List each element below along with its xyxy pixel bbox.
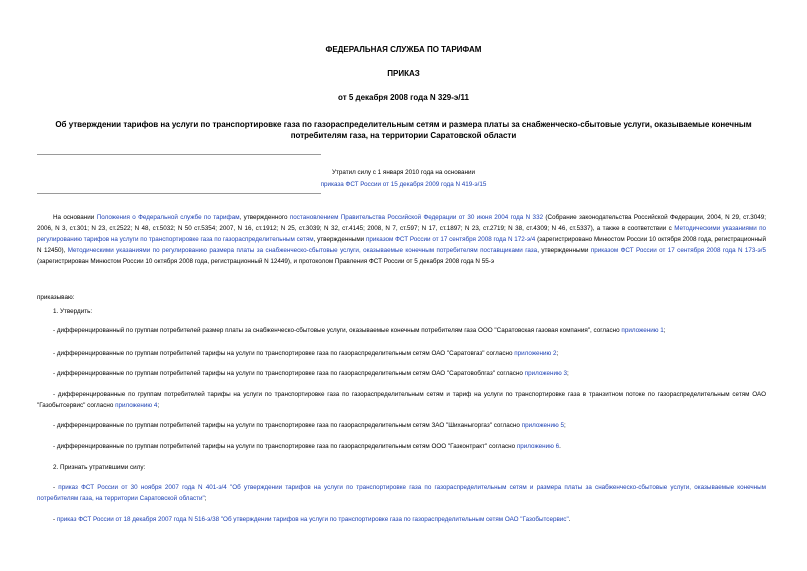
order-word: приказываю: [37,294,75,301]
item-dash: - [53,516,57,523]
preamble-text: На основании [53,214,97,221]
list-item [37,420,766,431]
item-text: - дифференцированные по группам потребителей тарифы на услуги по транспортировке газа по газораспределительным сетям ООО "Газконтракт" согласно [53,443,517,450]
government-decree-link[interactable]: постановлением Правительства Российской Федерации от 30 июня 2004 года N 332 [289,214,544,221]
repealed-order-516-link[interactable]: приказ ФСТ России от 18 декабря 2007 года N 516-э/38 "Об утверждении тарифов на услуги по транспортировке газа по газораспределительным сетям ОАО "Газобытсервис" [56,516,569,523]
section1-heading: 1. Утвердить: [53,308,93,315]
appendix-3-link[interactable]: приложению 3 [524,370,567,377]
appendix-5-link[interactable]: приложению 5 [521,422,564,429]
methodical-guidelines-supply-link[interactable]: Методическими указаниями по регулированию размера платы за снабженческо-сбытовые услуги, оказываемые конечным потребителям поставщиками газа [67,247,538,254]
list-item [37,348,766,359]
repeal-order-link[interactable]: приказа ФСТ России от 15 декабря 2009 года N 419-э/15 [320,181,487,188]
appendix-1-link[interactable]: приложению 1 [621,327,664,334]
list-item [37,441,766,452]
item-text: - дифференцированные по группам потребителей тарифы на услуги по транспортировке газа по газораспределительным сетям ОАО "Саратовгаз" согласно [53,350,515,357]
item-text: - дифференцированные по группам потребителей тарифы на услуги по транспортировке газа по газораспределительным сетям ОАО "Саратовоблгаз" согласно [53,370,525,377]
item-tail: . [559,443,561,450]
order-173-link[interactable]: приказом ФСТ России от 17 сентября 2008 года N 173-э/5 [590,247,766,254]
divider-top [37,154,321,155]
preamble-text: , утвержденного [239,214,290,221]
item-text: - дифференцированные по группам потребителей тарифы на услуги по транспортировке газа по газораспределительным сетям ЗАО "Шиханыгоргаз" согласно [53,422,522,429]
list-item [37,389,766,411]
document-title: Об утверждении тарифов на услуги по транспортировке газа по газораспределительным сетям и размера платы за снабженческо-сбытовые услуги, оказываемые конечным потребителям газа, на территории Саратовской области [55,120,752,140]
fst-regulation-link[interactable]: Положения о Федеральной службе по тарифам [96,214,240,221]
item-tail: ; [556,350,559,357]
preamble-paragraph [37,212,766,267]
methodical-guidelines-transport-link[interactable]: Методическими указаниями по регулированию тарифов на услуги по транспортировке газа по газораспределительным сетям [37,225,766,243]
list-item [37,482,766,504]
status-note-link-line [0,179,807,190]
item-tail: . [568,516,571,523]
item-tail: ; [663,327,666,334]
status-note: Утратил силу с 1 января 2010 года на основании [331,169,476,176]
repealed-order-401-link[interactable]: приказ ФСТ России от 30 ноября 2007 года N 401-э/4 "Об утверждении тарифов на услуги по транспортировке газа по газораспределительным сетям и размера платы за снабженческо-сбытовые услуги, оказываемые конечным потребителям газа, на территории Саратовской области" [37,484,766,502]
preamble-text: , утвержденными [537,247,591,254]
item-tail: ; [204,495,207,502]
item-dash: - [53,484,59,491]
document-type: ПРИКАЗ [387,69,420,78]
item-tail: ; [563,422,566,429]
preamble-text: (зарегистрировано Минюстом России 10 октября 2008 года, регистрационный N 12450), [37,236,766,254]
section2-heading: 2. Признать утратившими силу: [53,464,146,471]
list-item [37,325,766,336]
item-text: - дифференцированные по группам потребителей тарифы на услуги по транспортировке газа по газораспределительным сетям и тариф на услуги по транспортировке газа в транзитном потоке по газораспределительным сетям ОАО "Газобытсервис" согласно [37,391,766,409]
item-tail: ; [566,370,569,377]
preamble-text: (Собрание законодательства Российской Федерации, 2004, N 29, ст.3049; 2006, N 3, ст.301; N 23, ст.2522; N 48, ст.5032; N 50 ст.5354; 2007, N 16, ст.1912; N 25, ст.3039; N 32, ст.4145; 2008, N 7, ст.597; N 17, ст.1897; N 23, ст.2719; N 38, ст.4309; N 46, ст.5337), а также в соответствии с [37,214,767,232]
preamble-text: , утвержденными [313,236,366,243]
appendix-4-link[interactable]: приложению 4 [115,402,158,409]
divider-bottom [37,193,321,194]
order-172-link[interactable]: приказом ФСТ России от 17 сентября 2008 года N 172-э/4 [365,236,536,243]
document-date-number: от 5 декабря 2008 года N 329-э/11 [338,93,469,102]
agency-name: ФЕДЕРАЛЬНАЯ СЛУЖБА ПО ТАРИФАМ [325,45,482,54]
list-item [37,514,766,525]
item-text: - дифференцированный по группам потребителей размер платы за снабженческо-сбытовые услуги, оказываемые конечным потребителям газа ООО "Саратовская газовая компания", согласно [53,327,622,334]
list-item [37,368,766,379]
preamble-text: (зарегистрирован Минюстом России 10 октября 2008 года, регистрационный N 12449), и протоколом Правления ФСТ России от 5 декабря 2008 года N 55-э [37,258,495,265]
item-tail: ; [157,402,160,409]
appendix-2-link[interactable]: приложению 2 [514,350,557,357]
appendix-6-link[interactable]: приложению 6 [516,443,560,450]
